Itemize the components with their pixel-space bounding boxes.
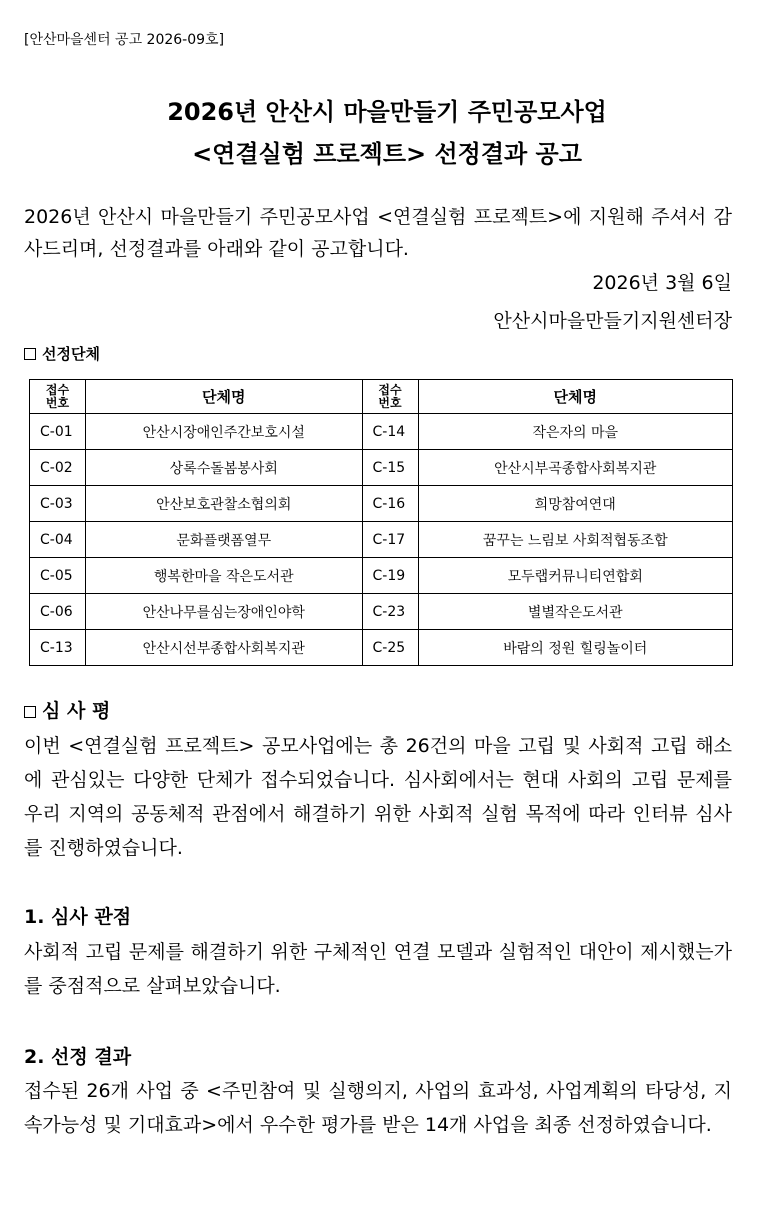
checkbox-square-icon [24, 706, 36, 718]
org-number-cell: C-16 [362, 486, 418, 522]
review-heading [24, 696, 110, 723]
table-row [30, 414, 733, 450]
table-row [30, 522, 733, 558]
org-name-cell: 안산시부곡종합사회복지관 [418, 450, 732, 486]
org-number-cell: C-14 [362, 414, 418, 450]
col-header-number: 접수 번호 [362, 380, 418, 414]
org-name-cell: 안산시장애인주간보호시설 [86, 414, 363, 450]
selected-orgs-table [29, 379, 733, 666]
org-number-cell: C-25 [362, 630, 418, 666]
org-number-cell: C-13 [30, 630, 86, 666]
org-number-cell: C-15 [362, 450, 418, 486]
org-number-cell: C-06 [30, 594, 86, 630]
org-name-cell: 안산시선부종합사회복지관 [86, 630, 363, 666]
table-header-row [30, 380, 733, 414]
document-number: [안산마을센터 공고 2026-09호] [24, 32, 225, 48]
org-number-cell: C-19 [362, 558, 418, 594]
table-row [30, 486, 733, 522]
org-name-cell: 모두랩커뮤니티연합회 [418, 558, 732, 594]
result-heading: 2. 선정 결과 [24, 1046, 132, 1068]
table-row [30, 450, 733, 486]
selected-section-label [24, 343, 100, 364]
org-number-cell: C-01 [30, 414, 86, 450]
col-header-name: 단체명 [418, 380, 732, 414]
checkbox-square-icon [24, 348, 36, 360]
org-name-cell: 상록수돌봄봉사회 [86, 450, 363, 486]
org-name-cell: 행복한마을 작은도서관 [86, 558, 363, 594]
table-row [30, 630, 733, 666]
org-name-cell: 안산보호관찰소협의회 [86, 486, 363, 522]
org-name-cell: 바람의 정원 힐링놀이터 [418, 630, 732, 666]
title-line-1: 2026년 안산시 마을만들기 주민공모사업 [167, 98, 607, 126]
col-header-number: 접수 번호 [30, 380, 86, 414]
org-name-cell: 작은자의 마을 [418, 414, 732, 450]
viewpoint-paragraph: 사회적 고립 문제를 해결하기 위한 구체적인 연결 모델과 실험적인 대안이 제시했는가를 중점적으로 살펴보았습니다. [24, 941, 732, 997]
org-number-cell: C-05 [30, 558, 86, 594]
org-name-cell: 희망참여연대 [418, 486, 732, 522]
notice-date: 2026년 3월 6일 [592, 272, 732, 294]
org-number-cell: C-17 [362, 522, 418, 558]
org-number-cell: C-02 [30, 450, 86, 486]
org-number-cell: C-04 [30, 522, 86, 558]
viewpoint-heading: 1. 심사 관점 [24, 906, 132, 928]
table-row [30, 594, 733, 630]
selected-section-title: 선정단체 [42, 345, 100, 363]
org-name-cell: 안산나무를심는장애인야학 [86, 594, 363, 630]
issuer-name: 안산시마을만들기지원센터장 [493, 310, 732, 332]
org-number-cell: C-23 [362, 594, 418, 630]
table-row [30, 558, 733, 594]
review-heading-text: 심 사 평 [42, 700, 111, 722]
title-line-2: <연결실험 프로젝트> 선정결과 공고 [192, 140, 582, 168]
intro-paragraph: 2026년 안산시 마을만들기 주민공모사업 <연결실험 프로젝트>에 지원해 주셔서 감사드리며, 선정결과를 아래와 같이 공고합니다. [24, 206, 732, 260]
org-name-cell: 별별작은도서관 [418, 594, 732, 630]
col-header-name: 단체명 [86, 380, 363, 414]
review-paragraph: 이번 <연결실험 프로젝트> 공모사업에는 총 26건의 마을 고립 및 사회적 고립 해소에 관심있는 다양한 단체가 접수되었습니다. 심사회에서는 현대 사회의 고립 문제를 우리 지역의 공동체적 관점에서 해결하기 위한 사회적 실험 목적에 따라 인터뷰 심사를 진행하였습니다. [24, 735, 732, 859]
org-name-cell: 문화플랫폼열무 [86, 522, 363, 558]
org-number-cell: C-03 [30, 486, 86, 522]
result-paragraph: 접수된 26개 사업 중 <주민참여 및 실행의지, 사업의 효과성, 사업계획의 타당성, 지속가능성 및 기대효과>에서 우수한 평가를 받은 14개 사업을 최종 선정하였습니다. [24, 1080, 732, 1136]
org-name-cell: 꿈꾸는 느림보 사회적협동조합 [418, 522, 732, 558]
